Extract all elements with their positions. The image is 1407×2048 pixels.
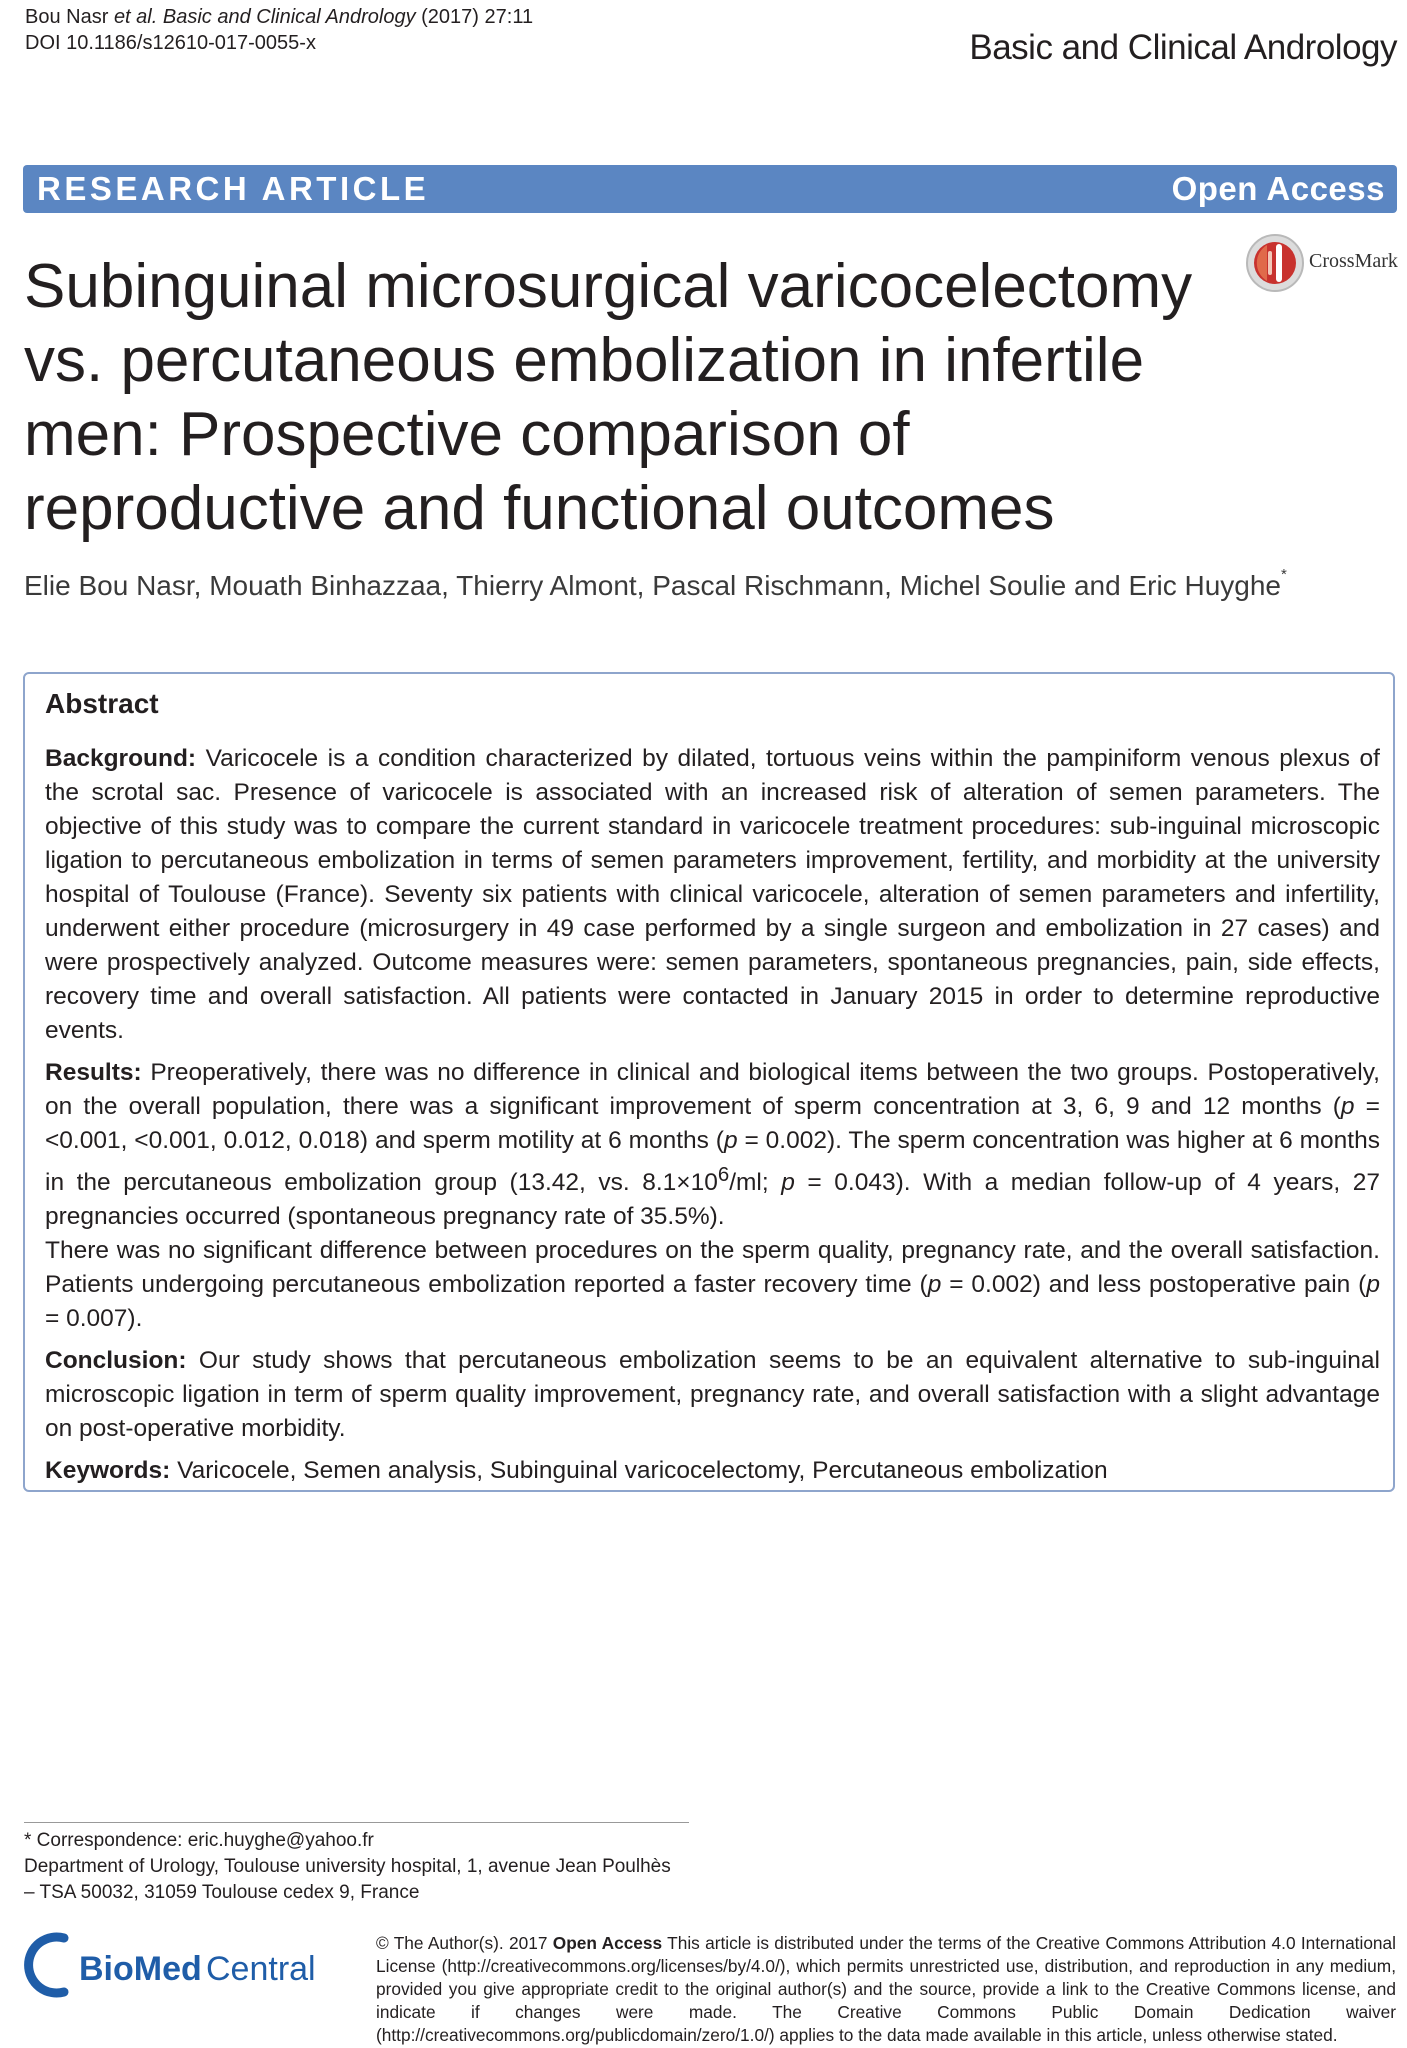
article-title: Subinguinal microsurgical varicocelectomy vs. percutaneous embolization in infertile men: Prospective comparison of reproductive and functional outcomes: [24, 252, 1193, 543]
corresponding-author-marker: *: [1280, 566, 1287, 583]
open-access-label: Open Access: [1171, 170, 1385, 207]
license-text: © The Author(s). 2017 Open Access This article is distributed under the terms of the Creative Commons Attribution 4.0 International License (http://creativecommons.org/licenses/by/4.0/), which permits unrestricted use, distribution, and reproduction in any medium, provided you give appropriate credit to the original author(s) and the source, provide a link to the Creative Commons license, and indicate if changes were made. The Creative Commons Public Domain Dedication waiver (http://creativecommons.org/publicdomain/zero/1.0/) applies to the data made available in this article, unless otherwise stated.: [376, 1933, 1396, 2045]
logo-biomed: BioMed: [79, 1950, 202, 1988]
correspondence[interactable]: * Correspondence: eric.huyghe@yahoo.fr: [24, 1830, 374, 1851]
affiliation-line-1: Department of Urology, Toulouse university hospital, 1, avenue Jean Poulhès: [24, 1856, 671, 1877]
article-type-bar: [23, 165, 1397, 213]
footnote-divider: [24, 1822, 689, 1823]
journal-name: Basic and Clinical Andrology: [969, 28, 1397, 67]
abstract-heading: Abstract: [45, 688, 159, 719]
abstract-background: Background: Varicocele is a condition characterized by dilated, tortuous veins within the pampiniform venous plexus of the scrotal sac. Presence of varicocele is associated with an increased risk of alteration of semen parameters. The objective of this study was to compare the current standard in varicocele treatment procedures: sub-inguinal microscopic ligation to percutaneous embolization in terms of semen parameters improvement, fertility, and morbidity at the university hospital of Toulouse (France). Seventy six patients with clinical varicocele, alteration of semen parameters and infertility, underwent either procedure (microsurgery in 49 case performed by a single surgeon and embolization in 27 cases) and were prospectively analyzed. Outcome measures were: semen parameters, spontaneous pregnancies, pain, side effects, recovery time and overall satisfaction. All patients were contacted in January 2015 in order to determine reproductive events.: [45, 745, 1380, 1044]
article-type-label: RESEARCH ARTICLE: [37, 170, 430, 207]
citation-header: [25, 4, 533, 56]
biomed-central-logo: [24, 1930, 344, 2000]
abstract-results-continued: There was no significant difference between procedures on the sperm quality, pregnancy rate, and the overall satisfaction. Patients undergoing percutaneous embolization reported a faster recovery time (p = 0.002) and less postoperative pain (p = 0.007).: [45, 1237, 1380, 1333]
crossmark-icon[interactable]: [1245, 233, 1305, 293]
doi: DOI 10.1186/s12610-017-0055-x: [25, 32, 316, 54]
abstract-conclusion: Conclusion: Our study shows that percutaneous embolization seems to be an equivalent alternative to sub-inguinal microscopic ligation in term of sperm quality improvement, pregnancy rate, and overall satisfaction with a slight advantage on post-operative morbidity.: [45, 1347, 1380, 1443]
abstract-keywords: Keywords: Varicocele, Semen analysis, Subinguinal varicocelectomy, Percutaneous embolization: [45, 1457, 1108, 1485]
author-list: Elie Bou Nasr, Mouath Binhazzaa, Thierry Almont, Pascal Rischmann, Michel Soulie and Eric Huyghe*: [24, 566, 1287, 601]
abstract-results: Results: Preoperatively, there was no difference in clinical and biological items between the two groups. Postoperatively, on the overall population, there was a significant improvement of sperm concentration at 3, 6, 9 and 12 months (p = <0.001, <0.001, 0.012, 0.018) and sperm motility at 6 months (p = 0.002). The sperm concentration was higher at 6 months in the percutaneous embolization group (13.42, vs. $8.1\times 10^6/ml$; p = 0.043). With a median follow-up of 4 years, 27 pregnancies occurred (spontaneous pregnancy rate of 35.5%).: [45, 1059, 1380, 1231]
abstract-box: [23, 672, 1395, 1492]
crossmark-label[interactable]: CrossMark: [1309, 250, 1398, 272]
footnote: [24, 1828, 671, 1906]
affiliation-line-2: – TSA 50032, 31059 Toulouse cedex 9, France: [24, 1882, 420, 1903]
citation-line: Bou Nasr et al. Basic and Clinical Andrology (2017) 27:11: [25, 6, 534, 28]
logo-central: Central: [206, 1950, 316, 1988]
